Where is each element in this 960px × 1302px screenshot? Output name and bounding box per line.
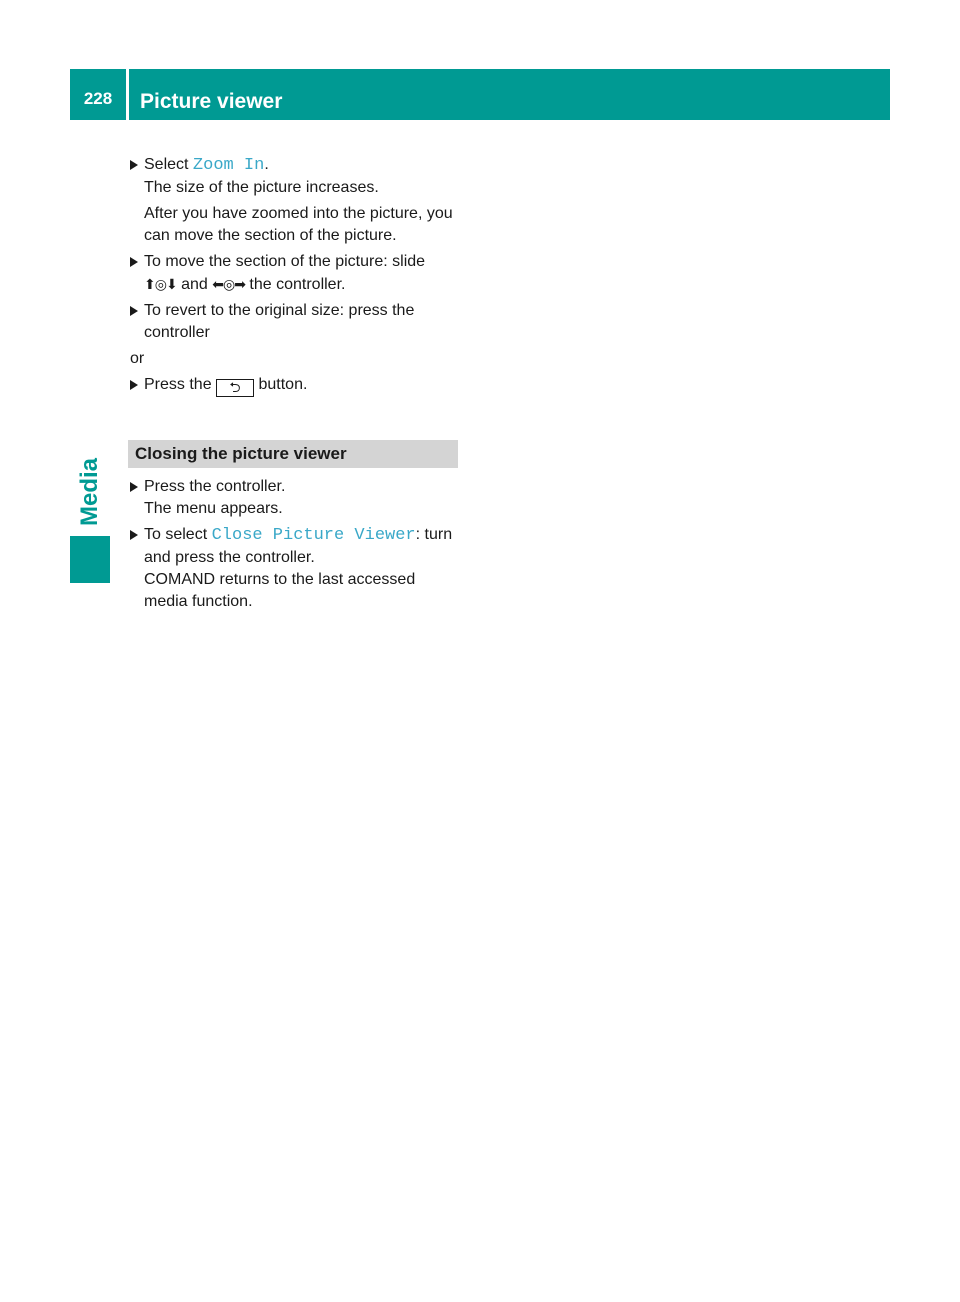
step-press-controller — [130, 476, 460, 520]
section2-content — [130, 476, 460, 617]
step-marker-icon — [130, 482, 138, 492]
step-marker-icon — [130, 257, 138, 267]
step-press-back — [130, 374, 460, 397]
page-number: 228 — [83, 89, 113, 108]
step-text: : turn and press the controller. — [144, 526, 453, 566]
step-text: To revert to the original size: press the controller — [144, 302, 415, 341]
step-marker-icon — [130, 380, 138, 390]
step-marker-icon — [130, 306, 138, 316]
step-result: The size of the picture increases. — [144, 179, 379, 196]
step-text: . — [264, 156, 269, 173]
side-tab-label-area — [70, 448, 110, 536]
page-title: Picture viewer — [140, 90, 283, 113]
step-text: Press the — [144, 376, 217, 393]
header-divider — [126, 69, 129, 120]
step-result: After you have zoomed into the picture, you can move the section of the picture. — [144, 205, 453, 244]
controller-horizontal-icon: ⬅◎➡ — [212, 276, 245, 292]
zoom-in-code: Zoom In — [192, 156, 265, 175]
or-label: or — [130, 350, 145, 367]
step-text: and — [176, 276, 213, 293]
back-button-icon: ⮌ — [216, 379, 254, 397]
section-heading: Closing the picture viewer — [128, 440, 458, 468]
step-revert — [130, 300, 460, 344]
step-text: Press the controller. — [144, 478, 286, 495]
section1-content — [130, 154, 460, 401]
step-text: the controller. — [244, 276, 346, 293]
step-text: button. — [254, 376, 308, 393]
step-result: The menu appears. — [144, 500, 283, 517]
step-zoom-in — [130, 154, 460, 247]
step-move-section — [130, 251, 460, 296]
step-result: COMAND returns to the last accessed media function. — [144, 571, 416, 610]
close-picture-viewer-code: Close Picture Viewer — [211, 526, 416, 545]
step-text: To select — [144, 526, 212, 543]
step-close-viewer — [130, 524, 460, 613]
step-text: Select — [144, 156, 193, 173]
step-text: To move the section of the picture: slide — [144, 253, 426, 270]
step-marker-icon — [130, 530, 138, 540]
step-marker-icon — [130, 160, 138, 170]
controller-vertical-icon: ⬆◎⬇ — [144, 276, 177, 292]
side-tab-label: Media — [76, 457, 104, 527]
